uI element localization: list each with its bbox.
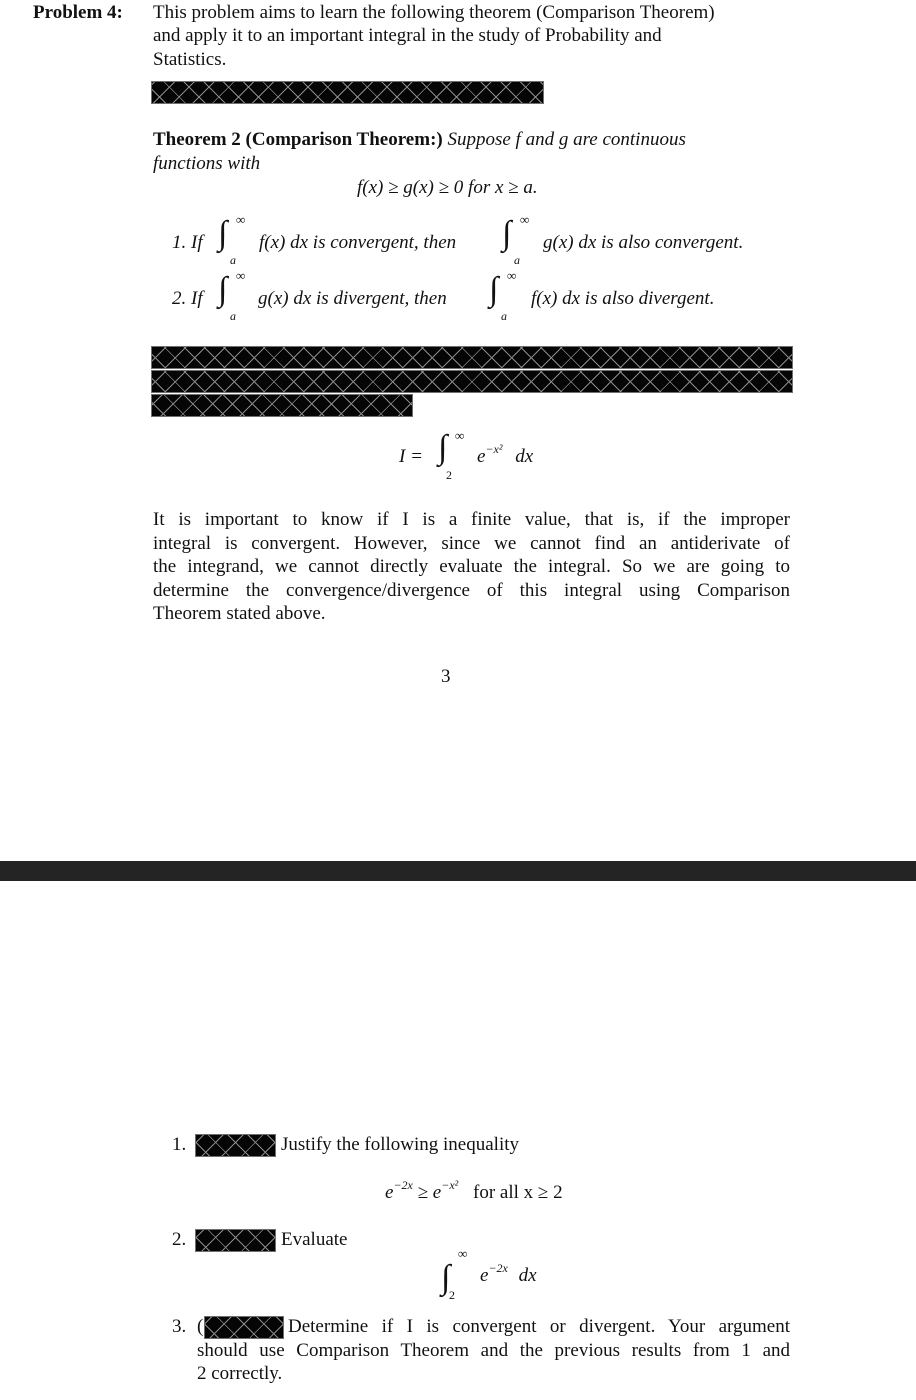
upper-limit: ∞ [520, 212, 530, 227]
task3-line3: 2 correctly. [197, 1363, 283, 1384]
inequality-rhs-exponent: −x² [441, 1178, 459, 1192]
integral-sign: ∫ [489, 271, 499, 308]
theorem-item2-number: 2. If [172, 288, 203, 309]
problem-intro-line1: This problem aims to learn the following theorem (Comparison Theorem) [153, 2, 715, 23]
task2-dx: dx [518, 1265, 537, 1286]
integral-sign: ∫ [441, 1259, 451, 1296]
lower-limit: a [230, 309, 236, 323]
redaction-block [195, 1229, 276, 1252]
task2-text: Evaluate [281, 1229, 348, 1250]
task2-integrand [480, 1261, 537, 1287]
integrand-dx: dx [515, 446, 534, 467]
task1-inequality [385, 1178, 563, 1204]
problem-label: Problem 4: [33, 2, 123, 23]
integral-sign: ∫ [218, 271, 228, 308]
redaction-block [151, 81, 544, 104]
theorem-heading: Theorem 2 (Comparison Theorem:) [153, 129, 443, 150]
page-number: 3 [441, 666, 451, 687]
integral-sign: ∫ [218, 215, 228, 252]
integral-lhs: I = [399, 446, 423, 467]
redaction-block [195, 1134, 276, 1157]
redaction-block [151, 346, 793, 369]
redaction-block [151, 394, 413, 417]
paragraph-line: integral is convergent. However, since we cannot find an antiderivate of [153, 532, 790, 554]
paragraph-line: determine the convergence/divergence of this integral using Comparison [153, 579, 790, 601]
lower-limit: a [514, 253, 520, 267]
theorem-display-condition: f(x) ≥ g(x) ≥ 0 for x ≥ a. [357, 177, 538, 198]
paragraph-line: Theorem stated above. [153, 603, 326, 624]
task2-base: e [480, 1265, 489, 1286]
integral-upper-limit: ∞ [455, 428, 465, 443]
page-separator [0, 861, 916, 881]
task3-line2: should use Comparison Theorem and the previous results from 1 and [197, 1340, 790, 1361]
upper-limit: ∞ [507, 268, 517, 283]
inequality-tail: for all x ≥ 2 [473, 1182, 563, 1203]
task3-line1: Determine if I is convergent or divergent. Your argument [288, 1316, 790, 1337]
lower-limit: a [501, 309, 507, 323]
lower-limit: a [230, 253, 236, 267]
upper-limit: ∞ [236, 212, 246, 227]
theorem-text-b: functions with [153, 153, 261, 174]
task2-number: 2. [172, 1229, 187, 1250]
task1-number: 1. [172, 1134, 187, 1155]
inequality-middle: ≥ e [417, 1182, 442, 1203]
task3-paren: ( [197, 1316, 204, 1337]
theorem-item2-f-text: f(x) dx is also divergent. [531, 288, 715, 309]
redaction-block [151, 370, 793, 393]
integrand-base: e [477, 446, 486, 467]
upper-limit: ∞ [236, 268, 246, 283]
integral-sign: ∫ [502, 215, 512, 252]
task3-number: 3. [172, 1316, 187, 1337]
paragraph-line: It is important to know if I is a finite value, that is, if the improper [153, 509, 790, 530]
theorem-item1-f-text: f(x) dx is convergent, then [259, 232, 457, 253]
theorem-statement [153, 129, 686, 151]
integrand-exponent: −x² [485, 442, 503, 456]
task1-text: Justify the following inequality [281, 1134, 520, 1155]
integrand [477, 442, 534, 468]
theorem-text-a: Suppose f and g are continuous [447, 129, 686, 150]
task2-upper-limit: ∞ [458, 1246, 468, 1261]
theorem-item1-g-text: g(x) dx is also convergent. [543, 232, 744, 253]
body-paragraph [153, 508, 790, 626]
inequality-lhs-base: e [385, 1182, 394, 1203]
theorem-item2-g-text: g(x) dx is divergent, then [258, 288, 447, 309]
problem-intro-line3: Statistics. [153, 49, 227, 70]
problem-intro-line2: and apply it to an important integral in the study of Probability and [153, 25, 662, 46]
task2-lower-limit: 2 [449, 1288, 455, 1302]
integral-lower-limit: 2 [446, 468, 452, 482]
paragraph-line: the integrand, we cannot directly evaluate the integral. So we are going to [153, 556, 790, 577]
integral-sign: ∫ [438, 429, 448, 466]
inequality-lhs-exponent: −2x [393, 1178, 413, 1192]
task2-exponent: −2x [488, 1261, 508, 1275]
redaction-block [204, 1316, 284, 1339]
theorem-item1-number: 1. If [172, 232, 203, 253]
